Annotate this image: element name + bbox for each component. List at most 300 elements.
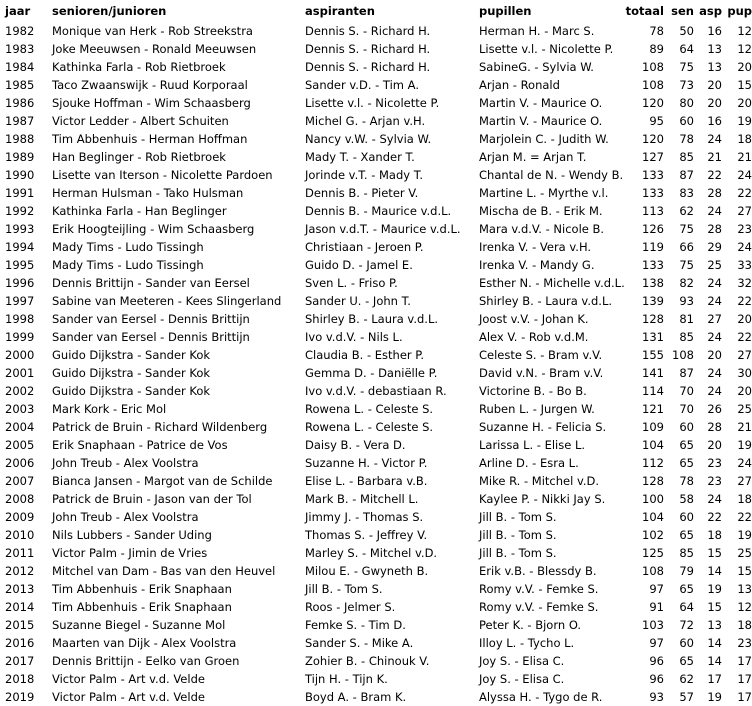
cell-year: 1993 <box>5 222 35 236</box>
cell-seniors: Patrick de Bruin - Jason van der Tol <box>52 492 252 506</box>
table-row <box>0 292 752 310</box>
cell-pup: 15 <box>737 564 752 578</box>
cell-asp: 28 <box>707 186 722 200</box>
cell-asp: 24 <box>707 132 722 146</box>
cell-asp: 24 <box>707 276 722 290</box>
cell-seniors: Joke Meeuwsen - Ronald Meeuwsen <box>52 42 257 56</box>
cell-pupils: Chantal de N. - Wendy B. <box>479 168 624 182</box>
cell-sen: 79 <box>679 564 694 578</box>
cell-seniors: Mady Tims - Ludo Tissingh <box>52 258 204 272</box>
cell-seniors: Mady Tims - Ludo Tissingh <box>52 240 204 254</box>
cell-total: 103 <box>642 618 664 632</box>
cell-total: 100 <box>642 492 664 506</box>
cell-sen: 60 <box>679 636 694 650</box>
cell-seniors: Tim Abbenhuis - Erik Snaphaan <box>52 600 232 614</box>
cell-pupils: Mara v.d.V. - Nicole B. <box>479 222 605 236</box>
cell-sen: 57 <box>679 690 694 704</box>
cell-total: 114 <box>642 384 664 398</box>
cell-total: 108 <box>642 60 664 74</box>
cell-pup: 22 <box>737 330 752 344</box>
cell-pupils: Jill B. - Tom S. <box>479 510 557 524</box>
cell-aspirants: Dennis S. - Richard H. <box>305 42 431 56</box>
cell-seniors: Patrick de Bruin - Richard Wildenberg <box>52 420 268 434</box>
cell-total: 128 <box>642 474 664 488</box>
table-row <box>0 238 752 256</box>
cell-asp: 14 <box>707 636 722 650</box>
cell-asp: 28 <box>707 222 722 236</box>
cell-pupils: Joy S. - Elisa C. <box>479 672 565 686</box>
cell-pup: 27 <box>737 348 752 362</box>
cell-total: 133 <box>642 168 664 182</box>
cell-seniors: Guido Dijkstra - Sander Kok <box>52 348 211 362</box>
cell-pup: 25 <box>737 546 752 560</box>
cell-asp: 26 <box>707 402 722 416</box>
cell-year: 2007 <box>5 474 35 488</box>
cell-aspirants: Marley S. - Mitchel v.D. <box>305 546 438 560</box>
cell-pupils: Martin V. - Maurice O. <box>479 114 603 128</box>
cell-sen: 87 <box>679 366 694 380</box>
cell-year: 1990 <box>5 168 35 182</box>
cell-year: 1991 <box>5 186 35 200</box>
cell-pup: 12 <box>737 42 752 56</box>
table-row <box>0 562 752 580</box>
cell-asp: 21 <box>707 150 722 164</box>
cell-seniors: Kathinka Farla - Han Beglinger <box>52 204 227 218</box>
cell-total: 120 <box>642 96 664 110</box>
table-row <box>0 202 752 220</box>
cell-total: 126 <box>642 222 664 236</box>
cell-year: 2002 <box>5 384 35 398</box>
cell-asp: 22 <box>707 168 722 182</box>
cell-pup: 19 <box>737 528 752 542</box>
cell-sen: 93 <box>679 294 694 308</box>
cell-sen: 81 <box>679 312 694 326</box>
cell-aspirants: Dennis B. - Maurice v.d.L. <box>305 204 452 218</box>
cell-aspirants: Ivo v.d.V. - Nils L. <box>305 330 403 344</box>
cell-year: 1983 <box>5 42 35 56</box>
cell-total: 104 <box>642 510 664 524</box>
cell-asp: 24 <box>707 492 722 506</box>
cell-total: 97 <box>649 636 664 650</box>
cell-total: 104 <box>642 438 664 452</box>
header-row <box>0 0 752 22</box>
table-row <box>0 616 752 634</box>
cell-pup: 13 <box>737 582 752 596</box>
cell-sen: 65 <box>679 582 694 596</box>
cell-asp: 24 <box>707 294 722 308</box>
cell-asp: 14 <box>707 654 722 668</box>
cell-aspirants: Jimmy J. - Thomas S. <box>305 510 424 524</box>
cell-aspirants: Lisette v.l. - Nicolette P. <box>305 96 440 110</box>
cell-sen: 73 <box>679 78 694 92</box>
cell-pupils: Esther N. - Michelle v.d.L. <box>479 276 625 290</box>
cell-asp: 20 <box>707 348 722 362</box>
cell-asp: 22 <box>707 510 722 524</box>
cell-seniors: Erik Hoogteijling - Wim Schaasberg <box>52 222 255 236</box>
table-header <box>0 0 752 22</box>
cell-total: 120 <box>642 132 664 146</box>
cell-aspirants: Suzanne H. - Victor P. <box>305 456 428 470</box>
cell-sen: 58 <box>679 492 694 506</box>
cell-aspirants: Gemma D. - Daniëlle P. <box>305 366 438 380</box>
cell-asp: 15 <box>707 546 722 560</box>
cell-pupils: Kaylee P. - Nikki Jay S. <box>479 492 606 506</box>
table-row <box>0 220 752 238</box>
table-row <box>0 454 752 472</box>
cell-pup: 33 <box>737 258 752 272</box>
cell-aspirants: Rowena L. - Celeste S. <box>305 402 434 416</box>
cell-asp: 18 <box>707 528 722 542</box>
cell-year: 2004 <box>5 420 35 434</box>
cell-year: 2003 <box>5 402 35 416</box>
cell-sen: 64 <box>679 600 694 614</box>
table-row <box>0 166 752 184</box>
cell-pupils: Jill B. - Tom S. <box>479 528 557 542</box>
cell-aspirants: Sander U. - John T. <box>305 294 411 308</box>
cell-aspirants: Roos - Jelmer S. <box>305 600 396 614</box>
cell-pup: 23 <box>737 636 752 650</box>
header-pupils: pupillen <box>479 4 532 18</box>
cell-aspirants: Dennis S. - Richard H. <box>305 24 431 38</box>
cell-sen: 64 <box>679 42 694 56</box>
cell-asp: 24 <box>707 330 722 344</box>
table-row <box>0 346 752 364</box>
cell-asp: 29 <box>707 240 722 254</box>
cell-asp: 24 <box>707 366 722 380</box>
table-row <box>0 256 752 274</box>
cell-seniors: John Treub - Alex Voolstra <box>52 510 199 524</box>
table-row <box>0 184 752 202</box>
cell-sen: 87 <box>679 168 694 182</box>
cell-pupils: Marjolein C. - Judith W. <box>479 132 609 146</box>
cell-year: 2019 <box>5 690 35 704</box>
cell-seniors: Lisette van Iterson - Nicolette Pardoen <box>52 168 273 182</box>
cell-aspirants: Guido D. - Jamel E. <box>305 258 413 272</box>
cell-year: 2012 <box>5 564 35 578</box>
cell-pupils: Arjan - Ronald <box>479 78 560 92</box>
cell-total: 91 <box>649 600 664 614</box>
cell-total: 119 <box>642 240 664 254</box>
cell-pup: 24 <box>737 456 752 470</box>
cell-aspirants: Tijn H. - Tijn K. <box>305 672 388 686</box>
cell-pup: 12 <box>737 600 752 614</box>
table-row <box>0 544 752 562</box>
cell-aspirants: Shirley B. - Laura v.d.L. <box>305 312 439 326</box>
cell-aspirants: Dennis S. - Richard H. <box>305 60 431 74</box>
cell-seniors: Taco Zwaanswijk - Ruud Korporaal <box>52 78 248 92</box>
cell-sen: 78 <box>679 474 694 488</box>
cell-total: 89 <box>649 42 664 56</box>
table-row <box>0 472 752 490</box>
table-row <box>0 598 752 616</box>
cell-pup: 20 <box>737 312 752 326</box>
cell-year: 1985 <box>5 78 35 92</box>
cell-total: 113 <box>642 204 664 218</box>
cell-asp: 16 <box>707 24 722 38</box>
cell-seniors: Erik Snaphaan - Patrice de Vos <box>52 438 228 452</box>
cell-pupils: Martine L. - Myrthe v.l. <box>479 186 609 200</box>
cell-pup: 17 <box>737 672 752 686</box>
cell-pup: 21 <box>737 150 752 164</box>
cell-sen: 85 <box>679 330 694 344</box>
cell-year: 1996 <box>5 276 35 290</box>
cell-pupils: Shirley B. - Laura v.d.L. <box>479 294 613 308</box>
cell-year: 1995 <box>5 258 35 272</box>
table-row <box>0 436 752 454</box>
cell-pupils: Joost v.V. - Johan K. <box>479 312 589 326</box>
cell-year: 2005 <box>5 438 35 452</box>
cell-asp: 13 <box>707 42 722 56</box>
cell-asp: 19 <box>707 582 722 596</box>
cell-aspirants: Boyd A. - Bram K. <box>305 690 407 704</box>
cell-year: 2001 <box>5 366 35 380</box>
cell-total: 78 <box>649 24 664 38</box>
cell-seniors: Victor Palm - Art v.d. Velde <box>52 690 205 704</box>
cell-sen: 60 <box>679 114 694 128</box>
cell-pup: 21 <box>737 420 752 434</box>
cell-total: 155 <box>642 348 664 362</box>
table-row <box>0 580 752 598</box>
cell-pupils: Victorine B. - Bo B. <box>479 384 587 398</box>
cell-pupils: Romy v.V. - Femke S. <box>479 600 599 614</box>
cell-sen: 62 <box>679 672 694 686</box>
cell-sen: 78 <box>679 132 694 146</box>
table-row <box>0 508 752 526</box>
cell-sen: 108 <box>672 348 694 362</box>
cell-sen: 72 <box>679 618 694 632</box>
header-asp: asp <box>699 4 722 18</box>
cell-year: 2011 <box>5 546 35 560</box>
cell-pup: 27 <box>737 204 752 218</box>
table-row <box>0 652 752 670</box>
cell-seniors: Han Beglinger - Rob Rietbroek <box>52 150 226 164</box>
cell-pup: 22 <box>737 510 752 524</box>
cell-year: 2000 <box>5 348 35 362</box>
cell-pupils: Alyssa H. - Tygo de R. <box>479 690 603 704</box>
cell-pup: 22 <box>737 294 752 308</box>
cell-sen: 75 <box>679 222 694 236</box>
cell-total: 131 <box>642 330 664 344</box>
cell-year: 2013 <box>5 582 35 596</box>
cell-pupils: Mike R. - Mitchel v.D. <box>479 474 600 488</box>
table-row <box>0 40 752 58</box>
cell-asp: 13 <box>707 618 722 632</box>
cell-sen: 66 <box>679 240 694 254</box>
cell-year: 1988 <box>5 132 35 146</box>
table-row <box>0 382 752 400</box>
cell-asp: 23 <box>707 456 722 470</box>
cell-pupils: Herman H. - Marc S. <box>479 24 595 38</box>
cell-pupils: Suzanne H. - Felicia S. <box>479 420 607 434</box>
cell-year: 1998 <box>5 312 35 326</box>
cell-aspirants: Jill B. - Tom S. <box>305 582 383 596</box>
cell-pupils: Arjan M. = Arjan T. <box>479 150 587 164</box>
cell-aspirants: Sander v.D. - Tim A. <box>305 78 419 92</box>
cell-aspirants: Jason v.d.T. - Maurice v.d.L. <box>305 222 461 236</box>
cell-seniors: Sjouke Hoffman - Wim Schaasberg <box>52 96 251 110</box>
cell-aspirants: Daisy B. - Vera D. <box>305 438 406 452</box>
cell-aspirants: Ivo v.d.V. - debastiaan R. <box>305 384 447 398</box>
cell-sen: 85 <box>679 150 694 164</box>
cell-seniors: Monique van Herk - Rob Streekstra <box>52 24 253 38</box>
cell-sen: 85 <box>679 546 694 560</box>
cell-aspirants: Nancy v.W. - Sylvia W. <box>305 132 432 146</box>
cell-pup: 17 <box>737 654 752 668</box>
cell-aspirants: Christiaan - Jeroen P. <box>305 240 424 254</box>
cell-aspirants: Mady T. - Xander T. <box>305 150 415 164</box>
cell-total: 139 <box>642 294 664 308</box>
cell-total: 121 <box>642 402 664 416</box>
cell-asp: 25 <box>707 258 722 272</box>
cell-seniors: Suzanne Biegel - Suzanne Mol <box>52 618 226 632</box>
cell-pup: 32 <box>737 276 752 290</box>
cell-total: 133 <box>642 186 664 200</box>
cell-aspirants: Dennis B. - Pieter V. <box>305 186 419 200</box>
cell-sen: 83 <box>679 186 694 200</box>
cell-year: 1992 <box>5 204 35 218</box>
table-row <box>0 76 752 94</box>
cell-pup: 19 <box>737 114 752 128</box>
cell-pup: 20 <box>737 60 752 74</box>
cell-sen: 70 <box>679 402 694 416</box>
cell-seniors: Bianca Jansen - Margot van de Schilde <box>52 474 273 488</box>
cell-seniors: Victor Ledder - Albert Schuiten <box>52 114 229 128</box>
cell-total: 128 <box>642 312 664 326</box>
cell-year: 1999 <box>5 330 35 344</box>
cell-year: 1989 <box>5 150 35 164</box>
cell-sen: 60 <box>679 510 694 524</box>
cell-year: 2018 <box>5 672 35 686</box>
cell-seniors: Mitchel van Dam - Bas van den Heuvel <box>52 564 276 578</box>
table-row <box>0 58 752 76</box>
cell-seniors: Guido Dijkstra - Sander Kok <box>52 366 211 380</box>
cell-pupils: Jill B. - Tom S. <box>479 546 557 560</box>
table-row <box>0 688 752 706</box>
cell-pupils: Peter K. - Bjorn O. <box>479 618 582 632</box>
cell-asp: 20 <box>707 438 722 452</box>
cell-seniors: Kathinka Farla - Rob Rietbroek <box>52 60 226 74</box>
cell-sen: 50 <box>679 24 694 38</box>
cell-aspirants: Thomas S. - Jeffrey V. <box>305 528 428 542</box>
cell-year: 1994 <box>5 240 35 254</box>
header-seniors: senioren/junioren <box>52 4 167 18</box>
cell-total: 102 <box>642 528 664 542</box>
cell-year: 1997 <box>5 294 35 308</box>
cell-pupils: Larissa L. - Elise L. <box>479 438 586 452</box>
cell-aspirants: Mark B. - Mitchell L. <box>305 492 419 506</box>
table-row <box>0 148 752 166</box>
cell-seniors: Tim Abbenhuis - Herman Hoffman <box>52 132 248 146</box>
cell-seniors: John Treub - Alex Voolstra <box>52 456 199 470</box>
cell-total: 96 <box>649 654 664 668</box>
cell-total: 97 <box>649 582 664 596</box>
cell-total: 133 <box>642 258 664 272</box>
cell-seniors: Guido Dijkstra - Sander Kok <box>52 384 211 398</box>
cell-pupils: Illoy L. - Tycho L. <box>479 636 575 650</box>
cell-pup: 20 <box>737 96 752 110</box>
cell-asp: 24 <box>707 384 722 398</box>
cell-asp: 28 <box>707 420 722 434</box>
cell-sen: 75 <box>679 60 694 74</box>
cell-year: 2010 <box>5 528 35 542</box>
cell-total: 108 <box>642 78 664 92</box>
table-row <box>0 670 752 688</box>
cell-pup: 30 <box>737 366 752 380</box>
table-row <box>0 112 752 130</box>
cell-pup: 27 <box>737 474 752 488</box>
cell-total: 127 <box>642 150 664 164</box>
cell-pupils: Lisette v.l. - Nicolette P. <box>479 42 614 56</box>
cell-pupils: Irenka V. - Mandy G. <box>479 258 595 272</box>
cell-asp: 16 <box>707 114 722 128</box>
cell-pup: 23 <box>737 222 752 236</box>
table-row <box>0 490 752 508</box>
cell-total: 108 <box>642 564 664 578</box>
cell-aspirants: Zohier B. - Chinouk V. <box>305 654 430 668</box>
cell-aspirants: Elise L. - Barbara v.B. <box>305 474 428 488</box>
table-row <box>0 130 752 148</box>
cell-pup: 19 <box>737 438 752 452</box>
cell-pupils: Irenka V. - Vera v.H. <box>479 240 592 254</box>
cell-sen: 65 <box>679 456 694 470</box>
cell-total: 93 <box>649 690 664 704</box>
cell-asp: 14 <box>707 564 722 578</box>
cell-aspirants: Michel G. - Arjan v.H. <box>305 114 426 128</box>
cell-seniors: Maarten van Dijk - Alex Voolstra <box>52 636 237 650</box>
header-pup: pup <box>727 4 752 18</box>
cell-seniors: Mark Kork - Eric Mol <box>52 402 167 416</box>
table-row <box>0 274 752 292</box>
cell-sen: 70 <box>679 384 694 398</box>
table-row <box>0 22 752 40</box>
cell-pup: 25 <box>737 402 752 416</box>
cell-pupils: Joy S. - Elisa C. <box>479 654 565 668</box>
cell-pupils: Ruben L. - Jurgen W. <box>479 402 595 416</box>
cell-seniors: Sander van Eersel - Dennis Brittijn <box>52 312 250 326</box>
cell-pup: 18 <box>737 492 752 506</box>
cell-aspirants: Claudia B. - Esther P. <box>305 348 425 362</box>
cell-asp: 15 <box>707 600 722 614</box>
cell-pupils: David v.N. - Bram v.V. <box>479 366 604 380</box>
cell-seniors: Nils Lubbers - Sander Uding <box>52 528 212 542</box>
cell-aspirants: Sven L. - Friso P. <box>305 276 398 290</box>
cell-total: 112 <box>642 456 664 470</box>
cell-sen: 65 <box>679 654 694 668</box>
cell-seniors: Tim Abbenhuis - Erik Snaphaan <box>52 582 232 596</box>
header-sen: sen <box>671 4 694 18</box>
cell-aspirants: Sander S. - Mike A. <box>305 636 414 650</box>
cell-sen: 82 <box>679 276 694 290</box>
cell-pup: 20 <box>737 384 752 398</box>
cell-total: 96 <box>649 672 664 686</box>
cell-pupils: Celeste S. - Bram v.V. <box>479 348 603 362</box>
cell-total: 95 <box>649 114 664 128</box>
cell-asp: 20 <box>707 96 722 110</box>
cell-pupils: Martin V. - Maurice O. <box>479 96 603 110</box>
cell-pupils: SabineG. - Sylvia W. <box>479 60 594 74</box>
cell-year: 1984 <box>5 60 35 74</box>
cell-asp: 24 <box>707 204 722 218</box>
cell-year: 2009 <box>5 510 35 524</box>
cell-sen: 80 <box>679 96 694 110</box>
cell-year: 2008 <box>5 492 35 506</box>
cell-year: 2014 <box>5 600 35 614</box>
cell-pup: 17 <box>737 690 752 704</box>
cell-pup: 18 <box>737 618 752 632</box>
cell-aspirants: Femke S. - Tim D. <box>305 618 406 632</box>
table-row <box>0 310 752 328</box>
cell-aspirants: Rowena L. - Celeste S. <box>305 420 434 434</box>
